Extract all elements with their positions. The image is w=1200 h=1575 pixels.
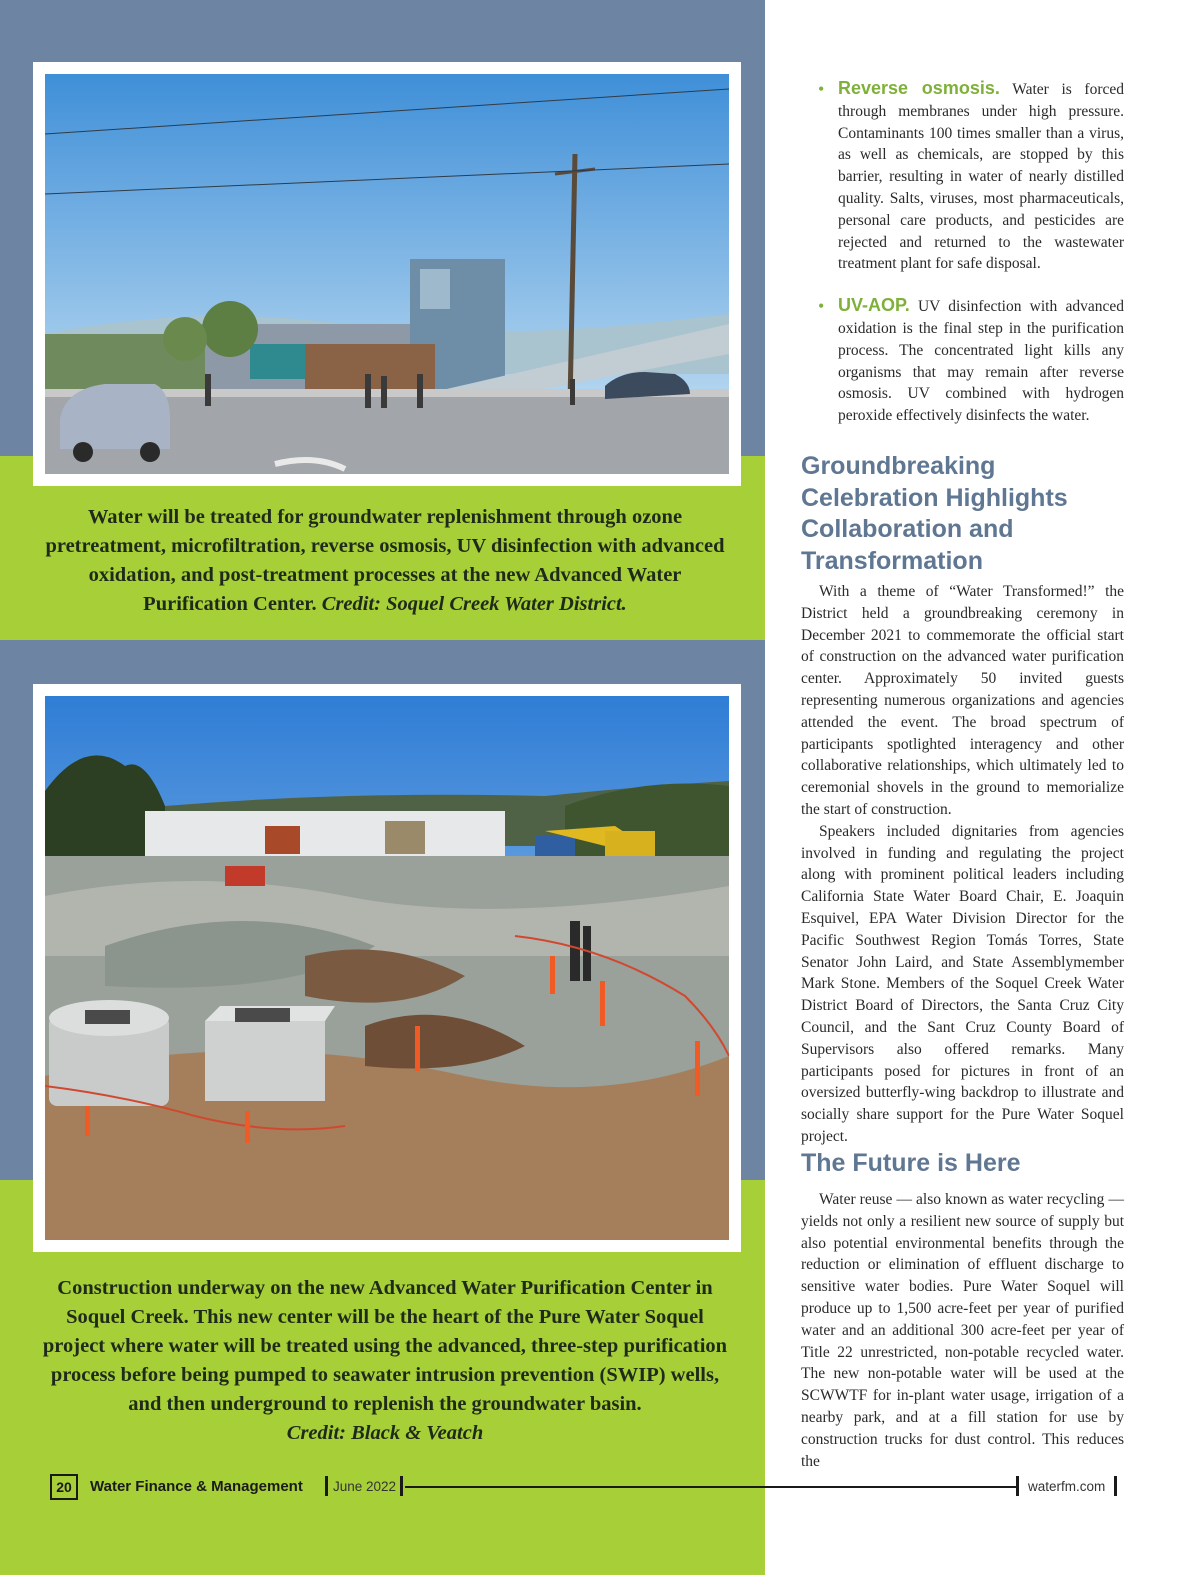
- bullet-icon: •: [818, 296, 825, 317]
- bullet-text: UV disinfection with advanced oxidation is the final step in the purification process. The concentrated light kills any organisms that may remain after reverse osmosis. UV combined with hydrogen peroxide effectively disinfects the water.: [838, 298, 1124, 425]
- caption-text: Construction underway on the new Advanced Water Purification Center in Soquel Creek. This new center will be the heart of the Pure Water Soquel project where water will be treated using the advanced, three-step purification process before being pumped to seawater intrusion prevention (SWIP) wells, and then underground to replenish the groundwater basin.: [42, 1277, 728, 1415]
- footer-divider: [1016, 1476, 1019, 1496]
- website-link[interactable]: waterfm.com: [1028, 1479, 1106, 1494]
- section-heading-groundbreaking: Groundbreaking Celebration Highlights Collaboration and Transformation: [801, 452, 1068, 575]
- photo-caption-1: [40, 503, 730, 619]
- page-footer: [50, 1474, 1120, 1502]
- section-body-groundbreaking: [801, 581, 1124, 1148]
- paragraph: Water reuse — also known as water recycling — yields not only a resilient new source of supply but also potential environmental benefits through the reduction or elimination of effluent discharge to sensitive water bodies. Pure Water Soquel will produce up to 1,500 acre-feet per year of purified water and an additional 300 acre-feet per year of Title 22 unrestricted, non-potable recycled water. The new non-potable water will be used at the SCWWTF for in-plant water usage, irrigation of a nearby park, and at a fill station for use by construction trucks for dust control. This reduces the: [801, 1191, 1124, 1470]
- footer-divider: [325, 1476, 328, 1496]
- caption-credit: Credit: Black & Veatch: [286, 1422, 484, 1444]
- bullet-icon: •: [818, 79, 825, 99]
- facility-rendering-photo: [33, 62, 741, 486]
- paragraph: With a theme of “Water Transformed!” the District held a groundbreaking ceremony in December 2021 to commemorate the official start of construction on the advanced water purification center. Approximately 50 invited guests representing numerous organizations and agencies attended the event. The broad spectrum of participants spotlighted interagency and other collaborative relationships, which ultimately led to ceremonial shovels in the ground to memorialize the start of construction.: [801, 583, 1124, 818]
- street-rendering-icon: [45, 74, 729, 474]
- photo-caption-2: [40, 1274, 730, 1448]
- list-item: [801, 78, 1124, 275]
- bullet-term: Reverse osmosis.: [838, 78, 1000, 98]
- magazine-title: Water Finance & Management: [90, 1478, 303, 1495]
- issue-date: June 2022: [333, 1479, 397, 1494]
- construction-site-icon: [45, 696, 729, 1240]
- bullet-term: UV-AOP.: [838, 295, 910, 316]
- section-body-future: [801, 1189, 1124, 1472]
- footer-divider: [400, 1476, 403, 1496]
- caption-credit: Credit: Soquel Creek Water District.: [321, 593, 627, 615]
- list-item: [801, 295, 1124, 427]
- footer-divider: [1114, 1476, 1117, 1496]
- section-heading-future: The Future is Here: [801, 1149, 1021, 1177]
- construction-site-photo: [33, 684, 741, 1252]
- page-number: 20: [50, 1474, 78, 1500]
- paragraph: Speakers included dignitaries from agencies involved in funding and regulating the project along with prominent political leaders including California State Water Board Chair, E. Joaquin Esquivel, EPA Water Division Director for the Pacific Southwest Region Tomás Torres, State Senator John Laird, and State Assemblymember Mark Stone. Members of the Soquel Creek Water District Board of Directors, the Santa Cruz City Council, and the Sant Cruz County Board of Supervisors also offered remarks. Many participants posed for pictures in front of an oversized butterfly-wing backdrop to illustrate and socially share support for the Pure Water Soquel project.: [801, 822, 1124, 1145]
- treatment-steps-list: [801, 78, 1124, 447]
- caption-text: Water will be treated for groundwater replenishment through ozone pretreatment, microfiltration, reverse osmosis, UV disinfection with advanced oxidation, and post-treatment processes at the new Advanced Water Purification Center.: [45, 506, 725, 615]
- bullet-text: Water is forced through membranes under high pressure. Contaminants 100 times smaller than a virus, as well as chemicals, are stopped by this barrier, resulting in water of nearly distilled quality. Salts, viruses, most pharmaceuticals, personal care products, and pesticides are rejected and returned to the wastewater treatment plant for safe disposal.: [838, 81, 1124, 273]
- footer-rule: [405, 1486, 1017, 1488]
